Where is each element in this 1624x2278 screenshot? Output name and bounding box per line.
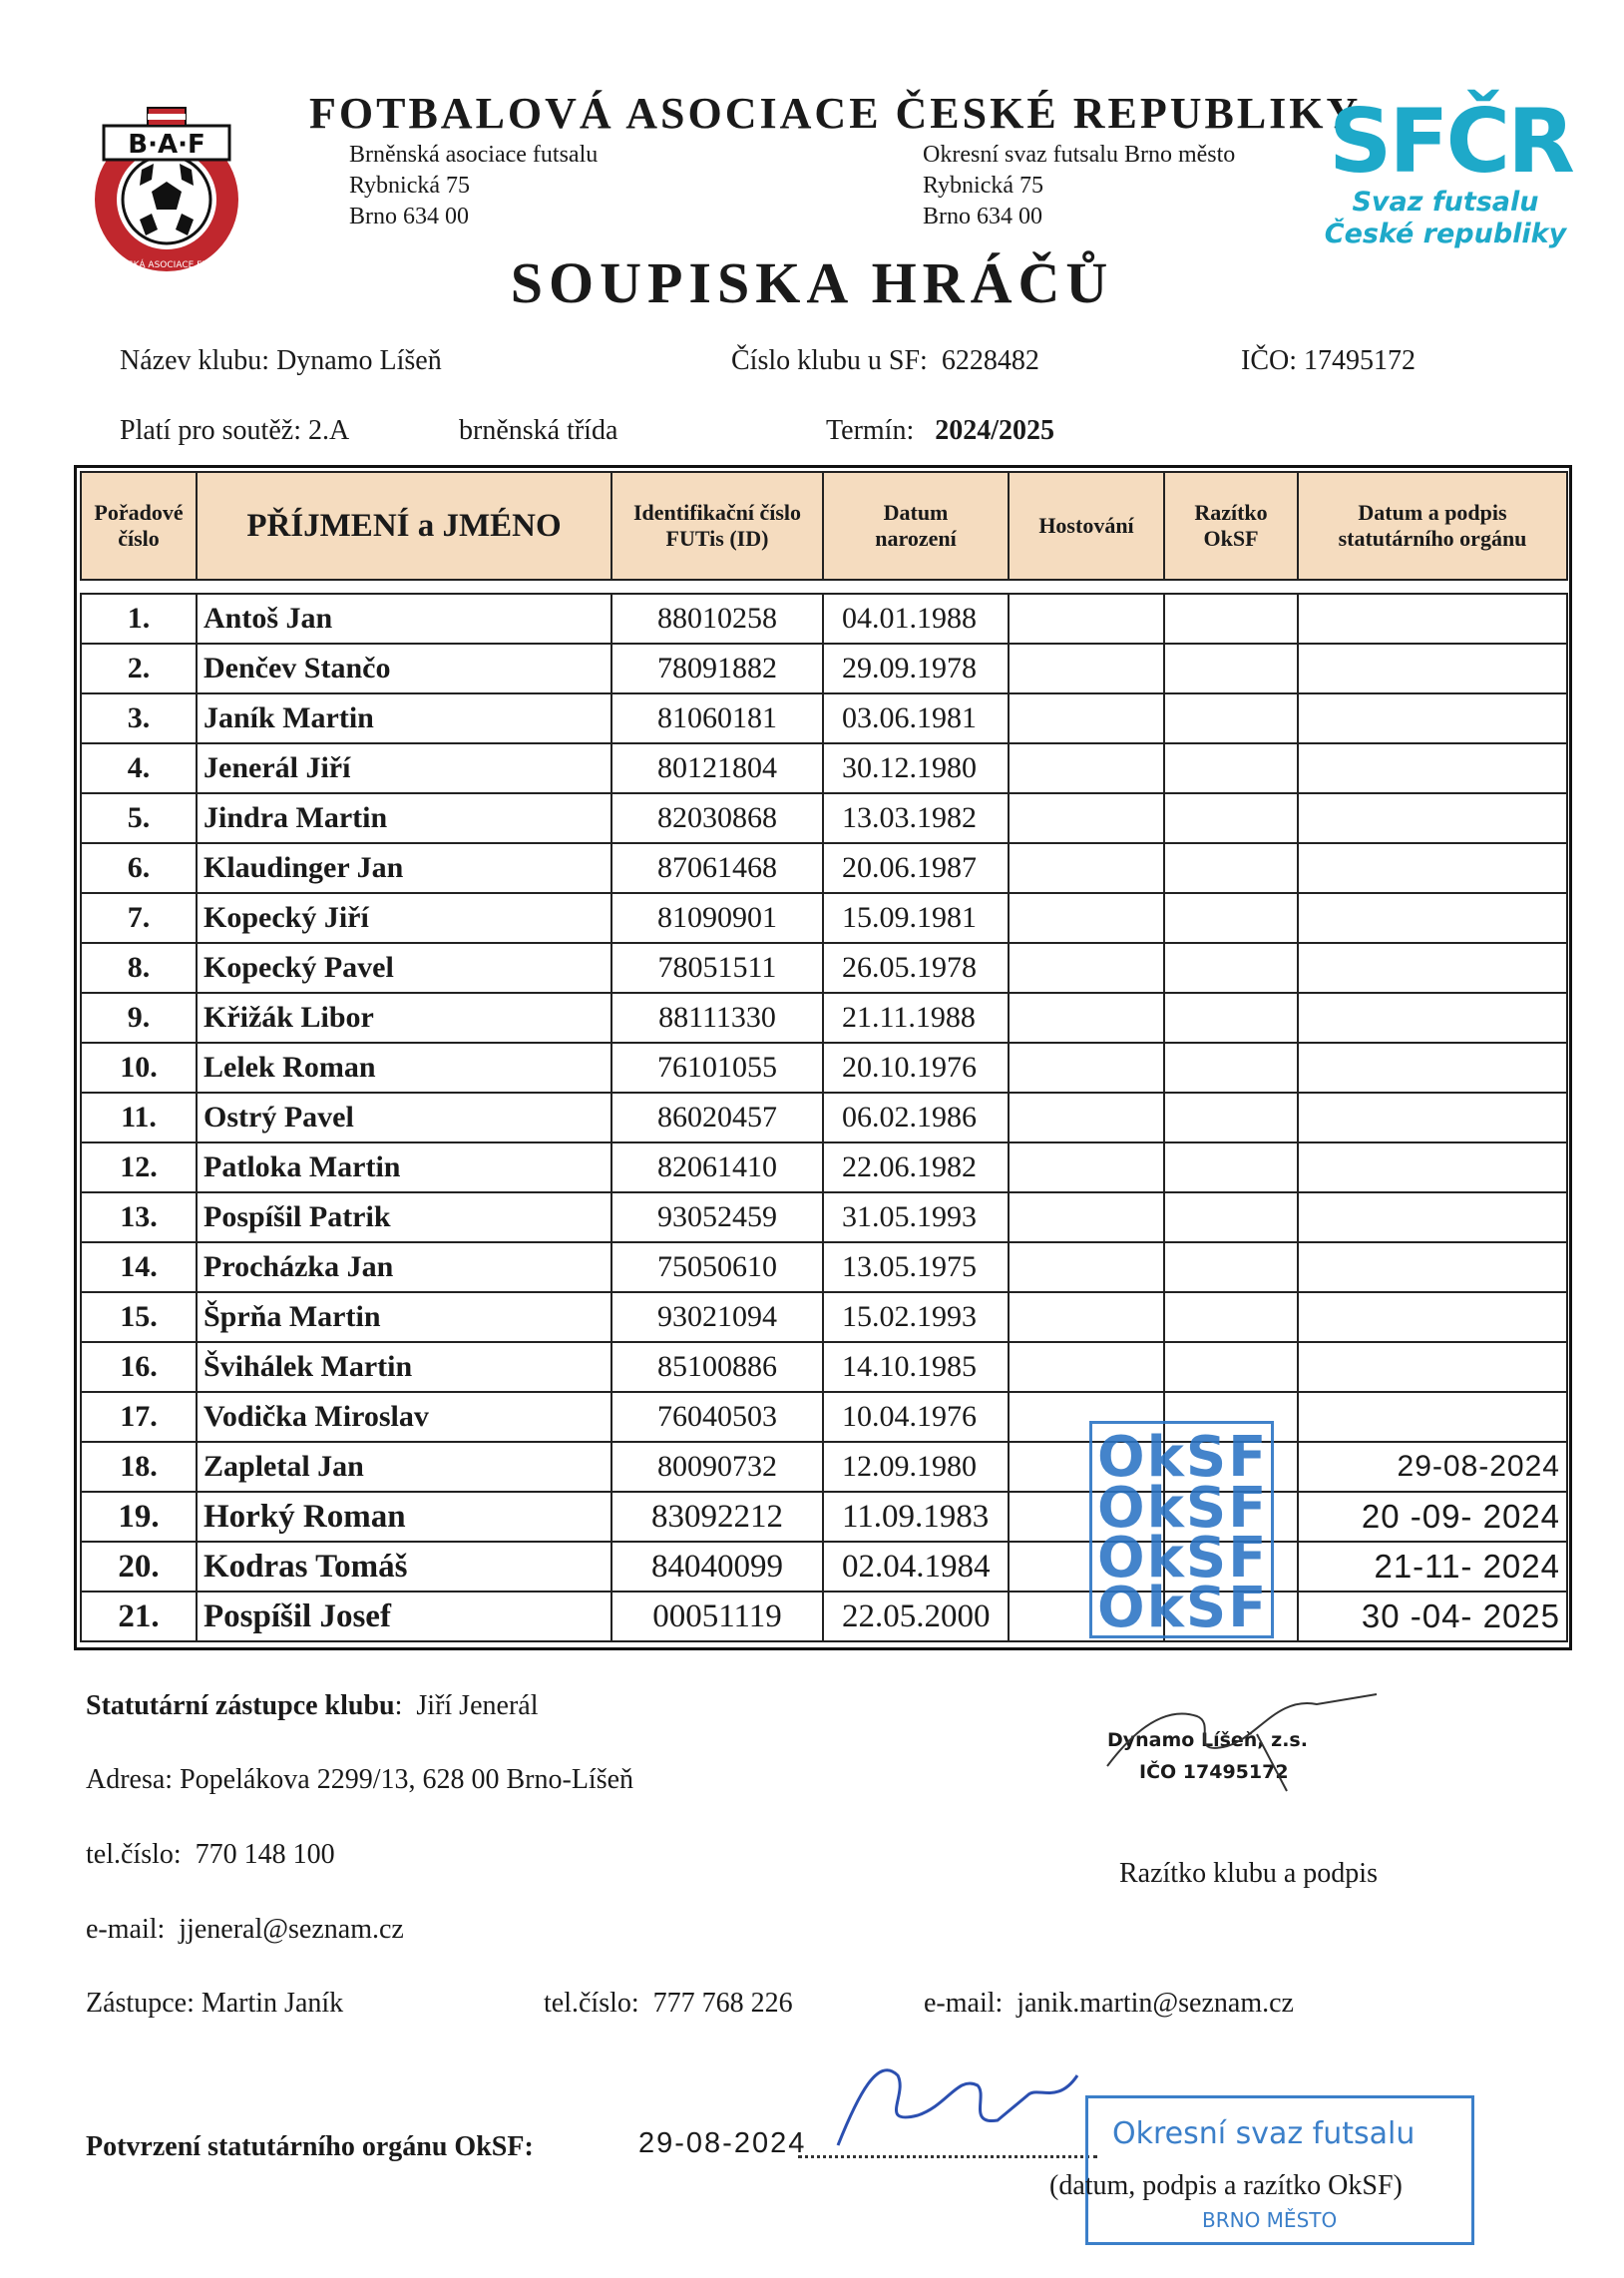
player-id: 84040099 [611,1542,823,1592]
player-dob: 30.12.1980 [823,743,1009,793]
sign-date [1298,793,1567,843]
player-dob: 22.06.1982 [823,1142,1009,1192]
player-id: 78051511 [611,943,823,993]
right-address [923,140,1235,232]
sign-date [1298,1392,1567,1442]
stamp-cell [1164,943,1298,993]
player-name: Klaudinger Jan [197,843,611,893]
player-dob: 15.09.1981 [823,893,1009,943]
left-address-line: Brněnská asociace futsalu [349,142,599,168]
player-name: Patloka Martin [197,1142,611,1192]
table-row [81,893,1567,943]
row-number: 2. [81,644,197,693]
loan-cell [1009,693,1164,743]
loan-cell [1009,793,1164,843]
player-id: 88010258 [611,594,823,644]
club-stamp-line: IČO 17495172 [1139,1761,1289,1783]
row-number: 14. [81,1242,197,1292]
player-id: 81090901 [611,893,823,943]
header-dob-line: narození [875,526,957,551]
club-stamp-line: Dynamo Líšeň, z.s. [1107,1729,1308,1751]
phone-label: tel.číslo: [86,1839,182,1870]
player-name: Švihálek Martin [197,1342,611,1392]
player-name: Ostrý Pavel [197,1093,611,1142]
header-sign-line: Datum a podpis [1358,500,1507,525]
player-dob: 13.03.1982 [823,793,1009,843]
header-order [81,472,197,580]
club-number-row [731,345,1039,377]
sfcr-logo-text: SFČR [1329,90,1572,193]
table-row [81,1542,1567,1592]
row-number: 20. [81,1542,197,1592]
table-row [81,1592,1567,1641]
player-dob: 02.04.1984 [823,1542,1009,1592]
player-dob: 10.04.1976 [823,1392,1009,1442]
loan-cell [1009,1043,1164,1093]
row-number: 6. [81,843,197,893]
club-signature [1077,1686,1397,1796]
ico-row [1241,345,1416,377]
competition-label: Platí pro soutěž: [120,415,301,446]
player-dob: 29.09.1978 [823,644,1009,693]
term-row [826,415,1054,447]
header-order-line: Pořadové [94,500,184,525]
stamp-cell [1164,843,1298,893]
player-id: 82061410 [611,1142,823,1192]
header-sign-line: statutárního orgánu [1338,526,1527,551]
stamp-cell [1164,993,1298,1043]
loan-cell [1009,893,1164,943]
sign-date [1298,893,1567,943]
sign-date [1298,1192,1567,1242]
sign-date [1298,1242,1567,1292]
row-number: 10. [81,1043,197,1093]
player-name: Jenerál Jiří [197,743,611,793]
player-dob: 20.10.1976 [823,1043,1009,1093]
stamp-cell [1164,893,1298,943]
sign-date: 20 -09- 2024 [1298,1492,1567,1542]
sign-date: 30 -04- 2025 [1298,1592,1567,1641]
sign-date [1298,743,1567,793]
player-id: 88111330 [611,993,823,1043]
loan-cell [1009,993,1164,1043]
loan-cell [1009,1192,1164,1242]
row-number: 13. [81,1192,197,1242]
loan-cell [1009,1093,1164,1142]
loan-cell [1009,1342,1164,1392]
player-id: 87061468 [611,843,823,893]
header-dob-line: Datum [883,500,949,525]
header-stamp [1164,472,1298,580]
player-dob: 06.02.1986 [823,1093,1009,1142]
table-header-row [81,472,1567,580]
header-order-line: číslo [118,526,160,551]
row-number: 5. [81,793,197,843]
table-row [81,1492,1567,1542]
oksf-stamp: OkSF [1097,1576,1269,1640]
competition-row [120,415,349,447]
table-row [81,1043,1567,1093]
player-name: Procházka Jan [197,1242,611,1292]
header-dob [823,472,1009,580]
player-id: 75050610 [611,1242,823,1292]
statutory-rep-label: Statutární zástupce klubu [86,1690,395,1721]
address-row [86,1764,633,1796]
header-loan: Hostování [1009,472,1164,580]
player-name: Pospíšil Josef [197,1592,611,1641]
baf-logo-ring-text: BRNĚNSKÁ ASOCIACE FUTSALU [96,260,237,270]
loan-cell [1009,1292,1164,1342]
player-id: 85100886 [611,1342,823,1392]
table-row [81,1342,1567,1392]
table-row [81,1242,1567,1292]
sign-date [1298,1093,1567,1142]
competition-name: brněnská třída [459,415,618,446]
sign-date [1298,993,1567,1043]
header-stamp-line: OkSF [1203,526,1259,551]
row-number: 3. [81,693,197,743]
table-row [81,594,1567,644]
deputy-label: Zástupce: [86,1988,195,2019]
player-id: 93021094 [611,1292,823,1342]
player-id: 78091882 [611,644,823,693]
row-number: 7. [81,893,197,943]
confirmation-date: 29-08-2024 [638,2127,807,2159]
sign-date [1298,943,1567,993]
oksf-stamp: OkSF [1097,1476,1269,1541]
table-row [81,993,1567,1043]
header-id [611,472,823,580]
table-row [81,693,1567,743]
statutory-rep-name: Jiří Jenerál [416,1690,539,1721]
header-name: PŘÍJMENÍ a JMÉNO [197,472,611,580]
okres-stamp-line: Okresní svaz futsalu [1112,2116,1416,2151]
player-id: 80090732 [611,1442,823,1492]
player-id: 81060181 [611,693,823,743]
player-id: 76101055 [611,1043,823,1093]
player-name: Zapletal Jan [197,1442,611,1492]
player-id: 86020457 [611,1093,823,1142]
stamp-cell [1164,1192,1298,1242]
player-id: 93052459 [611,1192,823,1242]
row-number: 11. [81,1093,197,1142]
stamp-cell [1164,1342,1298,1392]
table-row [81,1442,1567,1492]
loan-cell [1009,1142,1164,1192]
oksf-signature [818,2036,1087,2165]
table-row [81,644,1567,693]
table-row [81,793,1567,843]
stamp-cell [1164,693,1298,743]
player-dob: 22.05.2000 [823,1592,1009,1641]
stamp-cell [1164,1242,1298,1292]
club-number: 6228482 [941,345,1039,376]
left-address [349,140,598,232]
header-stamp-line: Razítko [1194,500,1268,525]
sign-date [1298,1292,1567,1342]
player-name: Šprňa Martin [197,1292,611,1342]
club-number-label: Číslo klubu u SF: [731,345,928,376]
stamp-cell [1164,1043,1298,1093]
header-gap [81,580,1567,594]
player-name: Kopecký Jiří [197,893,611,943]
stamp-cell [1164,644,1298,693]
ico-value: 17495172 [1304,345,1416,376]
sign-date [1298,843,1567,893]
player-name: Vodička Miroslav [197,1392,611,1442]
sign-date: 29-08-2024 [1298,1442,1567,1492]
phone-row [86,1839,335,1871]
sfcr-logo-sub2: České republiky [1324,219,1567,249]
right-address-line: Okresní svaz futsalu Brno město [923,142,1236,168]
left-address-line: Brno 634 00 [349,204,469,229]
phone-value: 770 148 100 [195,1839,335,1870]
sign-date [1298,1342,1567,1392]
deputy-phone-label: tel.číslo: [544,1988,639,2019]
row-number: 19. [81,1492,197,1542]
confirmation-caption: (datum, podpis a razítko OkSF) [1049,2170,1403,2201]
sfcr-logo-subtitle [1321,187,1570,250]
stamp-cell [1164,1093,1298,1142]
player-id: 00051119 [611,1592,823,1641]
right-address-line: Rybnická 75 [923,173,1044,199]
loan-cell [1009,644,1164,693]
player-dob: 04.01.1988 [823,594,1009,644]
player-name: Lelek Roman [197,1043,611,1093]
header-sign [1298,472,1567,580]
oksf-stamp: OkSF [1097,1526,1269,1591]
player-dob: 03.06.1981 [823,693,1009,743]
roster-table [80,471,1568,1642]
player-dob: 20.06.1987 [823,843,1009,893]
table-row [81,1392,1567,1442]
row-number: 12. [81,1142,197,1192]
table-row [81,1292,1567,1342]
stamp-cell [1164,1292,1298,1342]
row-number: 18. [81,1442,197,1492]
confirmation-label: Potvrzení statutárního orgánu OkSF: [86,2131,534,2162]
player-dob: 31.05.1993 [823,1192,1009,1242]
player-id: 80121804 [611,743,823,793]
statutory-rep-row: Statutární zástupce klubu: Jiří Jenerál [86,1690,539,1721]
loan-cell [1009,594,1164,644]
sfcr-logo [1307,90,1572,249]
sign-date [1298,594,1567,644]
player-id: 83092212 [611,1492,823,1542]
player-dob: 14.10.1985 [823,1342,1009,1392]
player-name: Denčev Stančo [197,644,611,693]
player-dob: 26.05.1978 [823,943,1009,993]
header-gap-cell [81,580,1567,594]
ico-label: IČO: [1241,345,1297,376]
table-row [81,743,1567,793]
loan-cell [1009,1242,1164,1292]
document-title: SOUPISKA HRÁČŮ [510,250,1114,315]
deputy-phone-value: 777 768 226 [652,1988,793,2019]
club-name-label: Název klubu: [120,345,270,376]
row-number: 15. [81,1292,197,1342]
table-row [81,943,1567,993]
player-id: 82030868 [611,793,823,843]
competition-level: 2.A [307,415,350,446]
stamp-cell [1164,793,1298,843]
deputy-email-row [924,1988,1294,2020]
header-id-line: Identifikační číslo [632,500,802,525]
row-number: 21. [81,1592,197,1641]
table-row [81,1192,1567,1242]
deputy-phone-row [544,1988,793,2020]
row-number: 17. [81,1392,197,1442]
player-name: Jindra Martin [197,793,611,843]
stamp-cell [1164,1142,1298,1192]
player-name: Kodras Tomáš [197,1542,611,1592]
row-number: 1. [81,594,197,644]
sign-date: 21-11- 2024 [1298,1542,1567,1592]
okres-stamp-line: BRNO MĚSTO [1202,2208,1338,2232]
address-label: Adresa: [86,1764,174,1795]
sign-date [1298,693,1567,743]
baf-logo-text: B·A·F [128,130,205,160]
player-name: Křižák Libor [197,993,611,1043]
row-number: 8. [81,943,197,993]
player-dob: 13.05.1975 [823,1242,1009,1292]
table-row [81,843,1567,893]
sfcr-logo-sub1: Svaz futsalu [1352,187,1539,218]
stamp-cell [1164,594,1298,644]
term-label: Termín: [826,415,915,446]
deputy-name: Martin Janík [201,1988,344,2019]
loan-cell [1009,843,1164,893]
sign-date [1298,1142,1567,1192]
table-row [81,1142,1567,1192]
term-value: 2024/2025 [935,415,1055,446]
club-name: Dynamo Líšeň [276,345,442,376]
club-stamp-caption: Razítko klubu a podpis [1119,1858,1378,1889]
player-name: Antoš Jan [197,594,611,644]
left-address-line: Rybnická 75 [349,173,471,199]
player-dob: 12.09.1980 [823,1442,1009,1492]
player-dob: 21.11.1988 [823,993,1009,1043]
deputy-email-value: janik.martin@seznam.cz [1016,1988,1294,2019]
email-value: jjeneral@seznam.cz [179,1914,404,1945]
table-row [81,1093,1567,1142]
stamp-cell [1164,743,1298,793]
row-number: 4. [81,743,197,793]
roster-body [81,594,1567,1641]
sign-date [1298,644,1567,693]
player-name: Pospíšil Patrik [197,1192,611,1242]
federation-title: FOTBALOVÁ ASOCIACE ČESKÉ REPUBLIKY [309,89,1362,138]
loan-cell [1009,943,1164,993]
email-label: e-mail: [86,1914,166,1945]
email-row [86,1914,404,1946]
player-name: Kopecký Pavel [197,943,611,993]
sign-date [1298,1043,1567,1093]
club-name-row [120,345,442,377]
player-name: Horký Roman [197,1492,611,1542]
oksf-stamp: OkSF [1097,1425,1269,1490]
right-address-line: Brno 634 00 [923,204,1042,229]
row-number: 9. [81,993,197,1043]
player-id: 76040503 [611,1392,823,1442]
header-id-line: FUTis (ID) [665,526,769,551]
player-name: Janík Martin [197,693,611,743]
deputy-row [86,1988,343,2020]
player-dob: 15.02.1993 [823,1292,1009,1342]
loan-cell [1009,743,1164,793]
deputy-email-label: e-mail: [924,1988,1004,2019]
row-number: 16. [81,1342,197,1392]
address-value: Popelákova 2299/13, 628 00 Brno-Líšeň [180,1764,634,1795]
player-dob: 11.09.1983 [823,1492,1009,1542]
